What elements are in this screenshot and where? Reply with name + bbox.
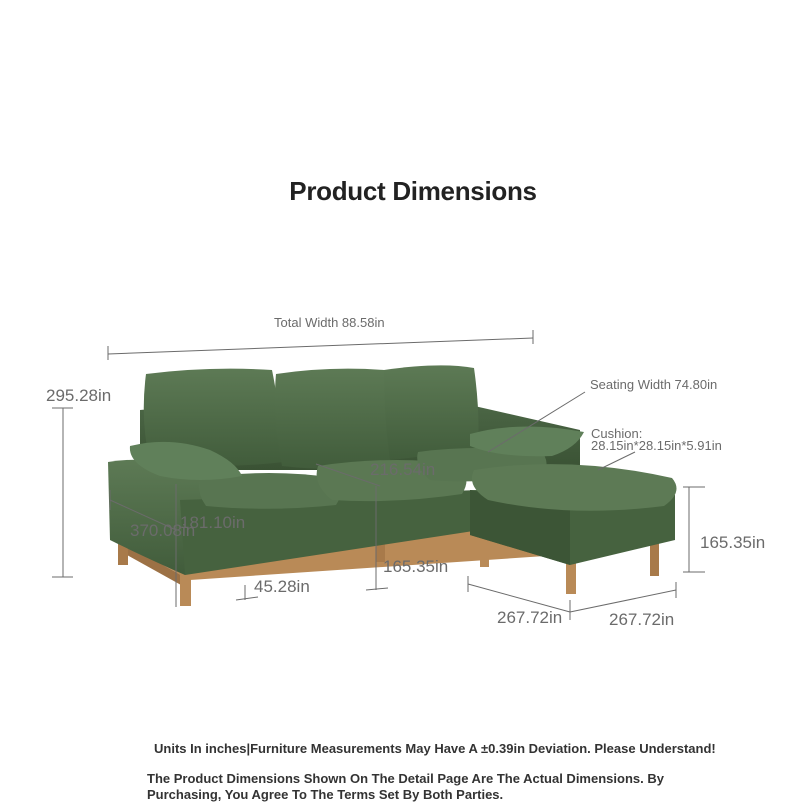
ottoman-height-label: 165.35in <box>700 533 766 552</box>
seating-width-label: Seating Width 74.80in <box>590 377 718 392</box>
cushion-size-label: 28.15in*28.15in*5.91in <box>591 438 722 453</box>
terms-note: The Product Dimensions Shown On The Detail Page Are The Actual Dimensions. By Purchasing, You Agree To The Terms Set By Both Parties. <box>147 771 664 802</box>
ottoman-width-label: 267.72in <box>609 610 675 629</box>
cushion-label: Cushion: <box>591 426 643 441</box>
seat-depth-label: 216.54in <box>370 460 436 479</box>
page-title: Product Dimensions <box>289 176 537 206</box>
depth-label: 370.08in <box>130 521 196 540</box>
arm-height-label: 181.10in <box>180 513 246 532</box>
seat-height-label: 165.35in <box>383 557 449 576</box>
units-note: Units In inches|Furniture Measurements May Have A ±0.39in Deviation. Please Understand! <box>154 741 716 756</box>
total-width-label: Total Width 88.58in <box>274 315 385 330</box>
ottoman-depth-label: 267.72in <box>497 608 563 627</box>
height-label: 295.28in <box>46 386 112 405</box>
leg-height-label: 45.28in <box>254 577 310 596</box>
